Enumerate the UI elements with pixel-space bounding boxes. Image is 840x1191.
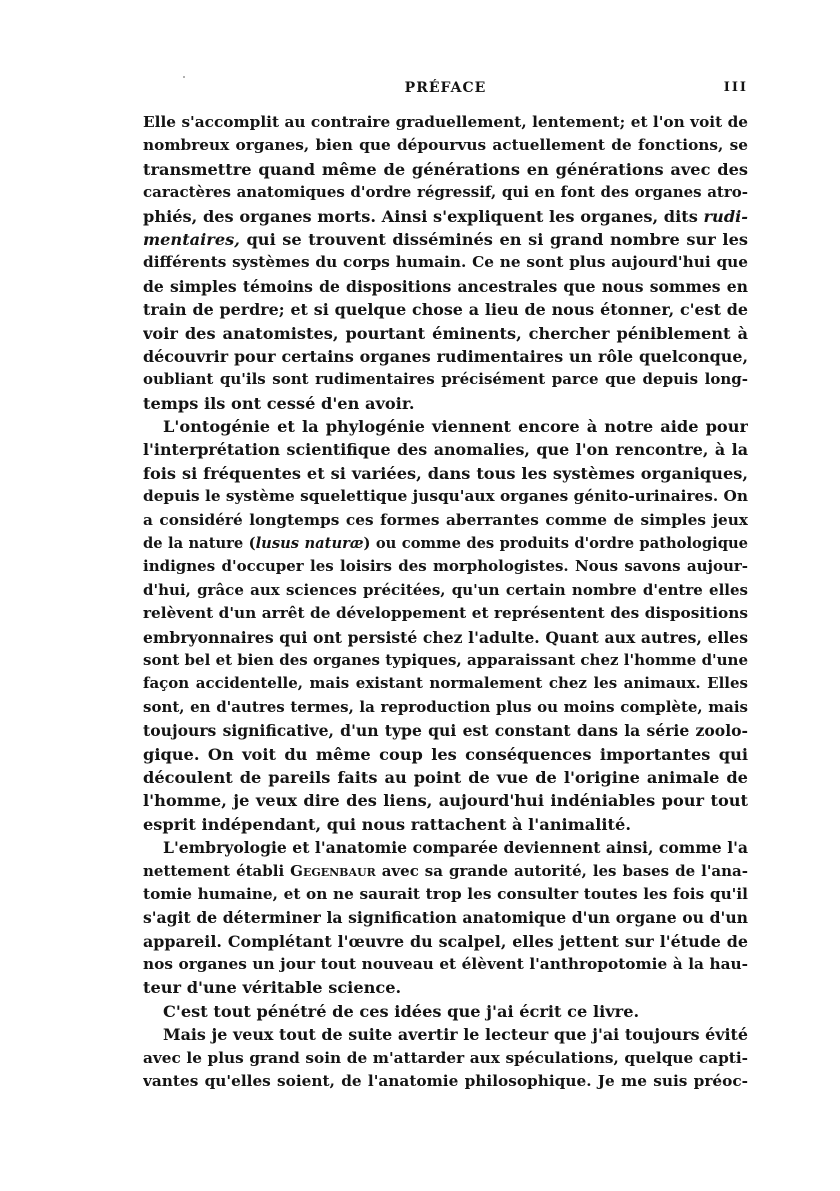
text-run: qui se trouvent disséminés en si grand nombre sur les <box>239 229 748 249</box>
text-line: temps ils ont cessé d'en avoir. <box>143 393 415 413</box>
body-text <box>143 111 748 1093</box>
text-run: nettement établi <box>143 861 291 880</box>
page-number: III <box>723 80 748 95</box>
text-line: Elle s'accomplit au contraire graduellement, lentement; et l'on voit de <box>143 113 748 131</box>
text-line: d'hui, grâce aux sciences précitées, qu'un certain nombre d'entre elles <box>143 580 748 599</box>
text-line: teur d'une véritable science. <box>143 978 402 998</box>
italic-term: rudi- <box>703 206 748 226</box>
text-line: toujours significative, d'un type qui est constant dans la série zoolo- <box>143 721 748 741</box>
text-line: indignes d'occuper les loisirs des morphologistes. Nous savons aujour- <box>143 557 748 576</box>
text-line: l'homme, je veux dire des liens, aujourd'hui indéniables pour tout <box>143 791 748 811</box>
text-line: voir des anatomistes, pourtant éminents, chercher péniblement à <box>143 323 748 343</box>
text-line: gique. On voit du même coup les conséquences importantes qui <box>143 744 748 764</box>
text-line: découlent de pareils faits au point de vue de l'origine animale de <box>143 767 748 787</box>
text-line: esprit indépendant, qui nous rattachent à l'animalité. <box>143 814 631 834</box>
text-line: fois si fréquentes et si variées, dans tous les systèmes organiques, <box>143 463 748 483</box>
text-line: train de perdre; et si quelque chose a lieu de nous étonner, c'est de <box>143 300 748 320</box>
text-line: depuis le système squelettique jusqu'aux organes génito-urinaires. On <box>143 487 748 506</box>
text-line: nos organes un jour tout nouveau et élèvent l'anthropotomie à la hau- <box>143 955 748 974</box>
text-line: tomie humaine, et on ne saurait trop les consulter toutes les fois qu'il <box>143 884 748 903</box>
text-line: sont, en d'autres termes, la reproduction plus ou moins complète, mais <box>143 697 748 716</box>
text-line: L'embryologie et l'anatomie comparée deviennent ainsi, comme l'a <box>163 838 748 858</box>
running-header <box>143 80 748 102</box>
text-line: a considéré longtemps ces formes aberrantes comme de simples jeux <box>143 510 748 529</box>
text-line: façon accidentelle, mais existant normalement chez les animaux. Elles <box>143 674 748 693</box>
text-line: C'est tout pénétré de ces idées que j'ai écrit ce livre. <box>163 1001 640 1021</box>
text-line: appareil. Complétant l'œuvre du scalpel, elles jettent sur l'étude de <box>143 931 748 951</box>
text-line: embryonnaires qui ont persisté chez l'adulte. Quant aux autres, elles <box>143 627 748 647</box>
text-line <box>143 860 748 883</box>
italic-term: mentaires, <box>143 229 240 249</box>
text-line <box>143 532 748 555</box>
text-line: différents systèmes du corps humain. Ce ne sont plus aujourd'hui que <box>143 253 748 272</box>
text-line: de simples témoins de dispositions ancestrales que nous sommes en <box>143 276 748 296</box>
text-run: avec sa grande autorité, les bases de l'ana- <box>375 861 748 880</box>
author-name: Gegenbaur <box>290 861 376 880</box>
text-line: transmettre quand même de générations en générations avec des <box>143 159 748 179</box>
text-run: phiés, des organes morts. Ainsi s'expliquent les organes, dits <box>143 206 704 226</box>
text-line: L'ontogénie et la phylogénie viennent encore à notre aide pour <box>163 417 748 437</box>
text-run: ) ou comme des produits d'ordre pathologique <box>363 535 748 553</box>
italic-term: lusus naturæ <box>255 535 364 553</box>
text-line: l'interprétation scientifique des anomalies, que l'on rencontre, à la <box>143 440 748 460</box>
text-line <box>143 205 748 228</box>
text-line: relèvent d'un arrêt de développement et représentent des dispositions <box>143 604 748 623</box>
text-line: s'agit de déterminer la signification anatomique d'un organe ou d'un <box>143 908 748 928</box>
text-line: sont bel et bien des organes typiques, apparaissant chez l'homme d'une <box>143 650 748 669</box>
text-line: nombreux organes, bien que dépourvus actuellement de fonctions, se <box>143 136 748 155</box>
text-line <box>143 228 748 251</box>
print-speck <box>183 76 185 78</box>
text-run: de la nature ( <box>143 535 256 553</box>
text-line: vantes qu'elles soient, de l'anatomie philosophique. Je me suis préoc- <box>143 1072 748 1091</box>
page-title: PRÉFACE <box>404 80 487 96</box>
text-line: Mais je veux tout de suite avertir le lecteur que j'ai toujours évité <box>163 1025 748 1045</box>
text-line: caractères anatomiques d'ordre régressif, qui en font des organes atro- <box>143 183 748 202</box>
text-line: découvrir pour certains organes rudimentaires un rôle quelconque, <box>143 346 748 366</box>
text-line: avec le plus grand soin de m'attarder aux spéculations, quelque capti- <box>143 1048 748 1067</box>
text-line: oubliant qu'ils sont rudimentaires précisément parce que depuis long- <box>143 370 748 389</box>
